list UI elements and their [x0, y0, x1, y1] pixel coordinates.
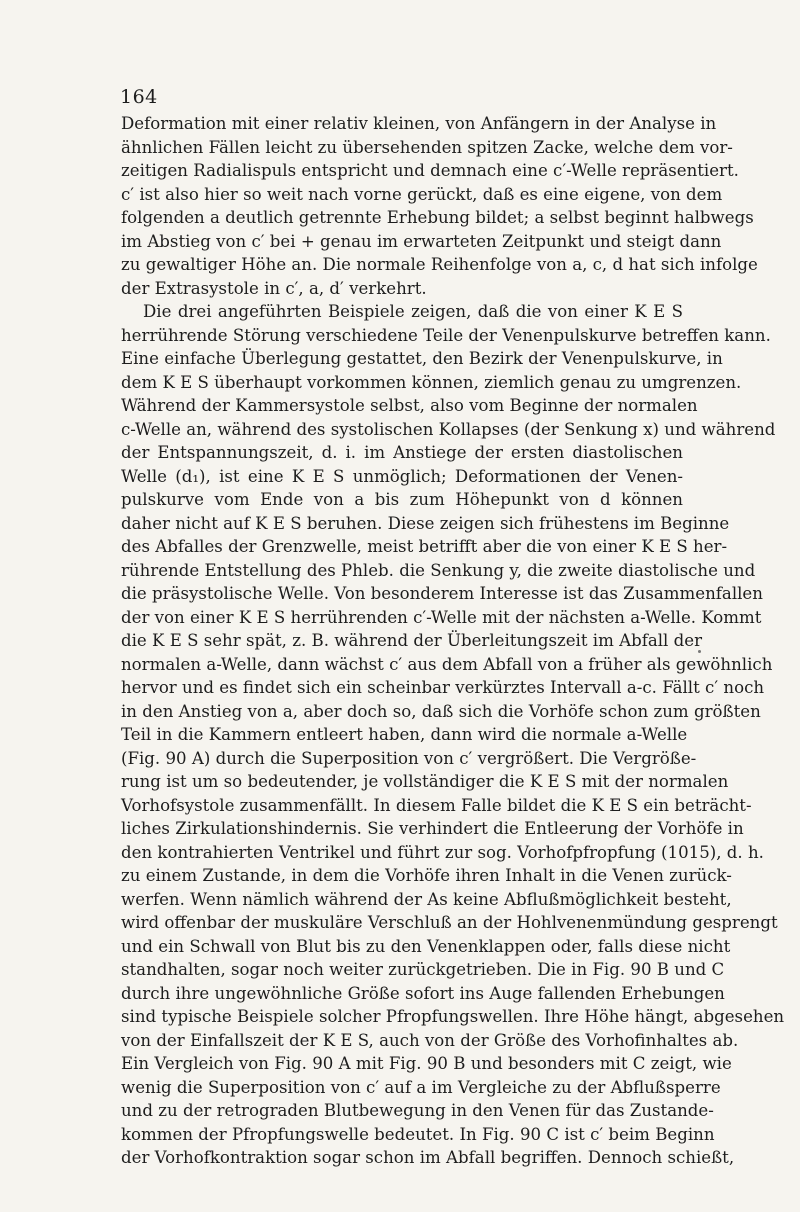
text-line: und zu der retrograden Blutbewegung in den Venen für das Zustande- — [121, 1101, 714, 1120]
text-line: (Fig. 90 A) durch die Superposition von c′ vergrößert. Die Vergröße- — [121, 748, 697, 768]
text-line: Die drei angeführten Beispiele zeigen, daß die von einer K E S — [143, 302, 683, 321]
text-line: der Extrasystole in c′, a, d′ verkehrt. — [121, 278, 427, 298]
text-line: kommen der Pfropfungswelle bedeutet. In Fig. 90 C ist c′ beim Beginn — [121, 1124, 715, 1144]
text-line: im Abstieg von c′ bei + genau im erwarteten Zeitpunkt und steigt dann — [121, 231, 722, 251]
text-line: des Abfalles der Grenzwelle, meist betrifft aber die von einer K E S her- — [121, 537, 728, 556]
text-line: von der Einfallszeit der K E S, auch von der Größe des Vorhofinhaltes ab. — [121, 1030, 739, 1050]
text-line: daher nicht auf K E S beruhen. Diese zeigen sich frühestens im Beginne — [121, 513, 730, 533]
text-line: Deformation mit einer relativ kleinen, von Anfängern in der Analyse in — [121, 114, 717, 133]
text-line: den kontrahierten Ventrikel und führt zur sog. Vorhofpfropfung (1015), d. h. — [121, 842, 764, 862]
text-line: zu einem Zustande, in dem die Vorhöfe ihren Inhalt in die Venen zurück- — [121, 866, 732, 885]
margin-dot — [698, 650, 701, 653]
text-line: herrührende Störung verschiedene Teile der Venenpulskurve betreffen kann. — [121, 325, 771, 345]
body-text — [121, 112, 785, 1170]
text-line: in den Anstieg von a, aber doch so, daß sich die Vorhöfe schon zum größten — [121, 701, 761, 721]
text-line: Ein Vergleich von Fig. 90 A mit Fig. 90 B und besonders mit C zeigt, wie — [121, 1054, 732, 1073]
text-line: ähnlichen Fällen leicht zu übersehenden spitzen Zacke, welche dem vor- — [121, 137, 733, 157]
text-line: c′ ist also hier so weit nach vorne gerückt, daß es eine eigene, von dem — [121, 184, 723, 204]
text-line: der von einer K E S herrührenden c′-Welle mit der nächsten a-Welle. Kommt — [121, 607, 762, 627]
text-line: folgenden a deutlich getrennte Erhebung bildet; a selbst beginnt halbwegs — [121, 208, 754, 227]
text-line: zeitigen Radialispuls entspricht und demnach eine c′-Welle repräsentiert. — [121, 161, 739, 180]
text-line: wird offenbar der muskuläre Verschluß an der Hohlvenenmündung gesprengt — [121, 913, 778, 932]
text-line: Welle (d₁), ist eine K E S unmöglich; Deformationen der Venen- — [121, 466, 683, 486]
text-line: Vorhofsystole zusammenfällt. In diesem Falle bildet die K E S ein beträcht- — [121, 795, 752, 815]
text-line: Während der Kammersystole selbst, also vom Beginne der normalen — [121, 396, 698, 415]
text-line: standhalten, sogar noch weiter zurückgetrieben. Die in Fig. 90 B und C — [121, 960, 725, 979]
text-line: werfen. Wenn nämlich während der As keine Abflußmöglichkeit besteht, — [121, 889, 732, 909]
text-line: normalen a-Welle, dann wächst c′ aus dem Abfall von a früher als gewöhnlich — [121, 654, 773, 674]
text-line: zu gewaltiger Höhe an. Die normale Reihenfolge von a, c, d hat sich infolge — [121, 255, 758, 274]
text-line: der Entspannungszeit, d. i. im Anstiege der ersten diastolischen — [121, 443, 683, 462]
text-line: rührende Entstellung des Phleb. die Senkung y, die zweite diastolische und — [121, 560, 756, 580]
text-line: pulskurve vom Ende von a bis zum Höhepunkt von d können — [121, 490, 683, 509]
text-line: wenig die Superposition von c′ auf a im Vergleiche zu der Abflußsperre — [121, 1077, 721, 1097]
text-line: der Vorhofkontraktion sogar schon im Abfall begriffen. Dennoch schießt, — [121, 1148, 735, 1167]
text-line: sind typische Beispiele solcher Pfropfungswellen. Ihre Höhe hängt, abgesehen — [121, 1007, 785, 1026]
text-line: Teil in die Kammern entleert haben, dann wird die normale a-Welle — [121, 725, 688, 744]
text-line: die präsystolische Welle. Von besonderem Interesse ist das Zusammenfallen — [121, 584, 763, 603]
text-line: liches Zirkulationshindernis. Sie verhindert die Entleerung der Vorhöfe in — [121, 819, 744, 838]
text-line: die K E S sehr spät, z. B. während der Überleitungszeit im Abfall der — [121, 631, 703, 650]
text-line: hervor und es findet sich ein scheinbar verkürztes Intervall a-c. Fällt c′ noch — [121, 678, 765, 697]
text-line: und ein Schwall von Blut bis zu den Venenklappen oder, falls diese nicht — [121, 936, 731, 956]
text-line: Eine einfache Überlegung gestattet, den Bezirk der Venenpulskurve, in — [121, 349, 723, 368]
text-line: durch ihre ungewöhnliche Größe sofort ins Auge fallenden Erhebungen — [121, 983, 725, 1003]
page-number: 164 — [120, 86, 158, 108]
text-line: c-Welle an, während des systolischen Kollapses (der Senkung x) und während — [121, 419, 776, 439]
text-line: rung ist um so bedeutender, je vollständiger die K E S mit der normalen — [121, 772, 729, 791]
text-line: dem K E S überhaupt vorkommen können, ziemlich genau zu umgrenzen. — [121, 372, 742, 392]
